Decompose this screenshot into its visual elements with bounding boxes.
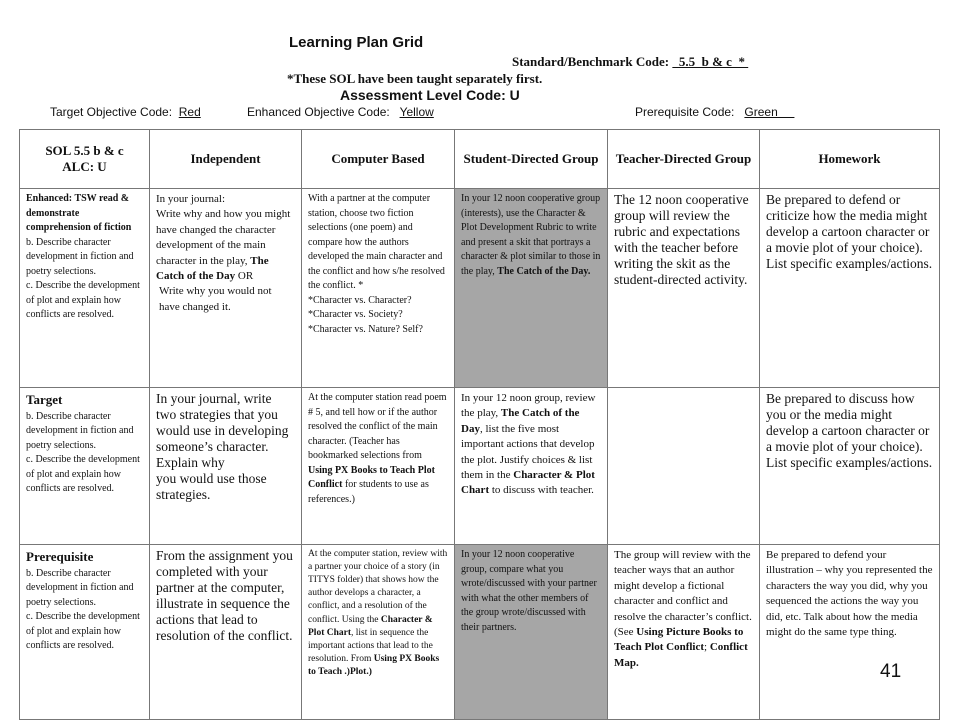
cell-text: , list the five most important actions that develop the plot. Justify choices & list them in the [461,422,595,481]
prereq-value: Green [744,105,795,119]
level-cell [20,189,150,388]
header-row [20,130,940,189]
col-header-computer: Computer Based [302,130,455,189]
standard-value: 5.5 b & c * [672,54,749,69]
cell-text: At the computer station, review with a partner your choice of a story (in TITYS folder) that shows how the author develops a character, a conflict, and a resolution of the conflict. Using the [308,549,448,625]
cell-text: OR [235,269,254,282]
book-title: Using PX Books to Teach .)Plot.) [308,653,440,677]
computer-cell: With a partner at the computer station, choose two fiction selections (one poem) and compare how the authors developed the main character and the conflict and how s/he resolved the conflict. * *Character vs. Character? *Character vs. Society? *Character vs. Nature? Self? [302,189,455,388]
level-title: Prerequisite [26,549,94,564]
col-header-homework: Homework [760,130,940,189]
independent-cell: From the assignment you completed with your partner at the computer, illustrate in sequence the actions that lead to resolution of the conflict. [150,545,302,720]
assessment-level: Assessment Level Code: U [340,87,520,103]
student-cell: In your 12 noon cooperative group, compare what you wrote/discussed with your partner with what the other members of the group wrote/discussed with their partners. [455,545,608,720]
cell-text: The group will review with the teacher ways that an author might develop a fictional character and conflict and resolve the character’s conflict. [614,549,752,623]
computer-cell [302,545,455,720]
taught-note: *These SOL have been taught separately first. [287,71,543,86]
cell-text: In your 12 noon group, review the play, [461,392,596,420]
enhanced-code [247,105,434,119]
page-title: Learning Plan Grid [289,34,424,51]
book-title: The Catch of the Day [461,407,580,435]
table-row-target [20,388,940,545]
book-title: The Catch of the Day. [497,265,591,277]
chart-title: Character & Plot Chart [461,468,595,497]
cell-text: , list in sequence the important actions that lead to the resolution. From [308,627,433,664]
chart-title: Character & Plot Chart [308,614,433,638]
cell-text: for students to use as references.) [308,479,429,505]
cell-text: In your journal: [156,193,226,205]
level-title: Enhanced: TSW read & demonstrate comprehension of fiction [26,193,132,233]
independent-cell: In your journal, write two strategies that you would use in developing someone’s character. Explain why you would use those strategies. [150,388,302,545]
cell-text: Write why you would not have changed it. [159,285,272,313]
student-cell [455,388,608,545]
objective-c: c. Describe the development of plot and explain how conflicts are resolved. [26,280,140,320]
col-header-sol: SOL 5.5 b & c ALC: U [20,130,150,189]
standard-code [512,54,748,70]
target-label: Target Objective Code: [50,105,173,119]
book-title: Using Picture Books to Teach Plot Conflict [614,625,744,654]
computer-cell [302,388,455,545]
homework-cell: Be prepared to discuss how you or the media might develop a cartoon character or a movie plot of your choice). List specific examples/actions. [760,388,940,545]
col-header-student: Student-Directed Group [455,130,608,189]
enhanced-value: Yellow [399,105,434,119]
book-title: The Catch of the Day [156,254,269,282]
homework-cell: Be prepared to defend or criticize how the media might develop a cartoon character or a movie plot of your choice). List specific examples/actions. [760,189,940,388]
standard-label: Standard/Benchmark Code: [512,54,670,69]
cell-text: In your 12 noon cooperative group (interests), use the Character & Plot Development Rubric to write and present a skit that portrays a character & plot similar to those in the play, [461,193,601,277]
enhanced-label: Enhanced Objective Code: [247,105,390,119]
cell-text: to discuss with teacher. [489,484,594,497]
target-value: Red [178,105,201,119]
page-number: 41 [880,661,902,682]
teacher-cell [608,545,760,720]
book-title: Using PX Books to Teach Plot Conflict [308,464,435,490]
objective-b: b. Describe character development in fiction and poetry selections. [26,410,134,451]
col-header-independent: Independent [150,130,302,189]
prereq-code [635,105,794,119]
objective-b: b. Describe character development in fiction and poetry selections. [26,236,134,277]
objective-b: b. Describe character development in fiction and poetry selections. [26,567,134,608]
cell-text: At the computer station read poem # 5, and tell how or if the author resolved the conflict of the main character. (Teacher has bookmarked selections from [308,392,447,461]
objective-c: c. Describe the development of plot and explain how conflicts are resolved. [26,611,140,652]
teacher-cell [608,388,760,545]
target-code [50,105,201,119]
learning-plan-table [19,129,940,720]
objective-c: c. Describe the development of plot and explain how conflicts are resolved. [26,454,140,495]
level-title: Target [26,392,63,407]
col-header-teacher: Teacher-Directed Group [608,130,760,189]
prereq-label: Prerequisite Code: [635,105,735,119]
student-cell [455,189,608,388]
map-title: Conflict Map. [614,641,748,669]
cell-text: Write why and how you might have changed the character development of the main character in the play, [156,208,291,267]
cell-text: (See [614,625,637,638]
level-cell [20,545,150,720]
table-row-enhanced [20,189,940,388]
homework-cell: Be prepared to defend your illustration – why you represented the characters the way you did, why you sequenced the actions the way you did, etc. Talk about how the media might do the same type thing. [760,545,940,720]
table-row-prerequisite [20,545,940,720]
independent-cell [150,189,302,388]
level-cell [20,388,150,545]
teacher-cell: The 12 noon cooperative group will review the rubric and expectations with the teacher before writing the skit as the student-directed activity. [608,189,760,388]
cell-text: ; [704,641,710,654]
